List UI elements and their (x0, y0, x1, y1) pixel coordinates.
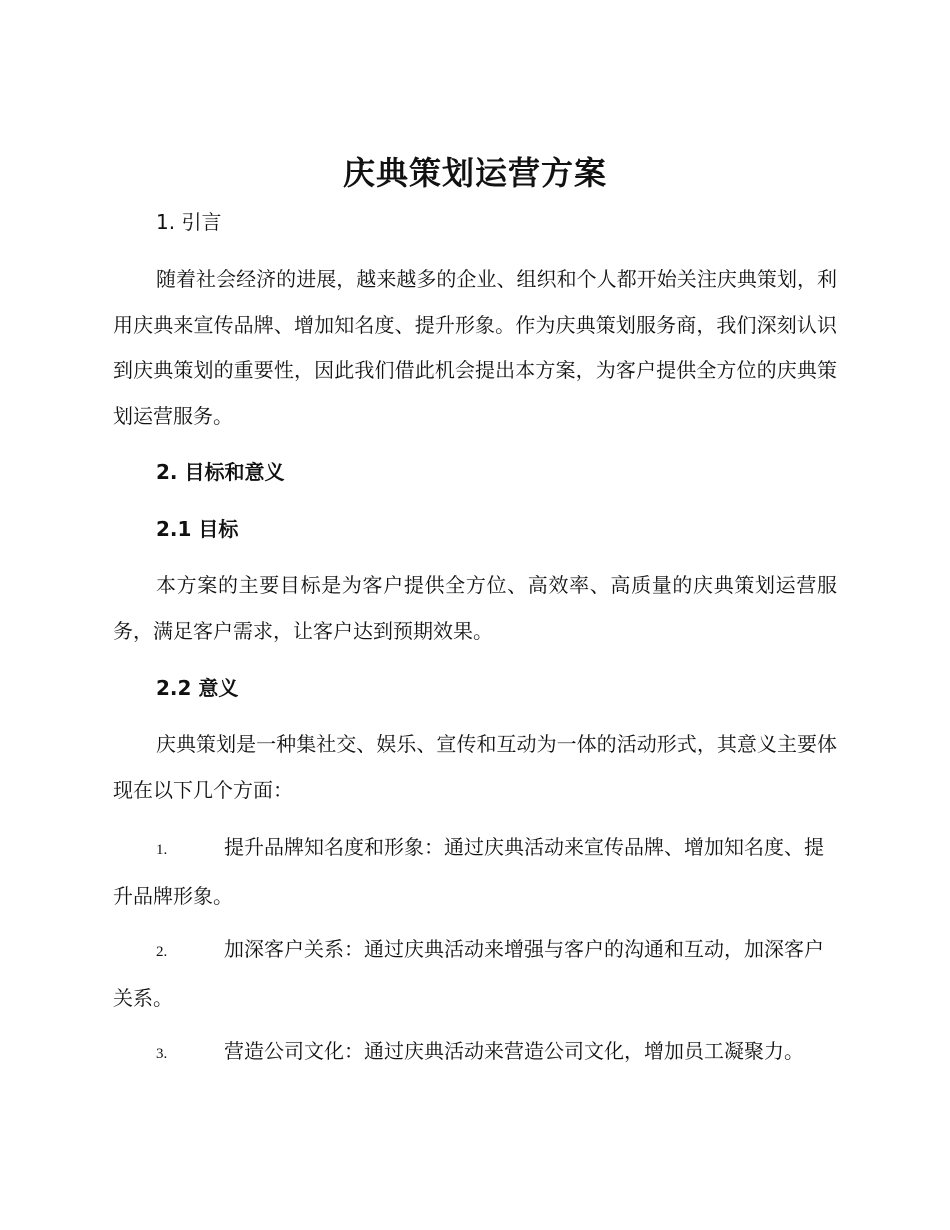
list-item-number: 3. (156, 1046, 168, 1062)
intro-paragraph: 随着社会经济的进展，越来越多的企业、组织和个人都开始关注庆典策划，利用庆典来宣传品牌、增加知名度、提升形象。作为庆典策划服务商，我们深刻认识到庆典策划的重要性，因此我们借此机会提出本方案，为客户提供全方位的庆典策划运营服务。 (113, 267, 837, 428)
list-item-text: 营造公司文化：通过庆典活动来营造公司文化，增加员工凝聚力。 (224, 1039, 804, 1063)
section-heading-intro: 1. 引言 (156, 210, 222, 234)
list-item-number: 2. (156, 944, 168, 960)
goal-paragraph: 本方案的主要目标是为客户提供全方位、高效率、高质量的庆典策划运营服务，满足客户需求，让客户达到预期效果。 (113, 573, 837, 643)
list-item (113, 825, 837, 919)
list-item-text: 加深客户关系：通过庆典活动来增强与客户的沟通和互动，加深客户关系。 (113, 937, 824, 1010)
list-item (113, 927, 837, 1021)
subsection-heading-meaning: 2.2 意义 (156, 676, 239, 700)
list-item-number: 1. (156, 842, 168, 858)
subsection-heading-goal: 2.1 目标 (156, 517, 239, 541)
list-item-text: 提升品牌知名度和形象：通过庆典活动来宣传品牌、增加知名度、提升品牌形象。 (113, 835, 824, 908)
meaning-paragraph: 庆典策划是一种集社交、娱乐、宣传和互动为一体的活动形式，其意义主要体现在以下几个方面： (113, 732, 837, 802)
list-item (113, 1029, 837, 1078)
document-title: 庆典策划运营方案 (342, 154, 607, 192)
section-heading-goals: 2. 目标和意义 (156, 460, 285, 484)
